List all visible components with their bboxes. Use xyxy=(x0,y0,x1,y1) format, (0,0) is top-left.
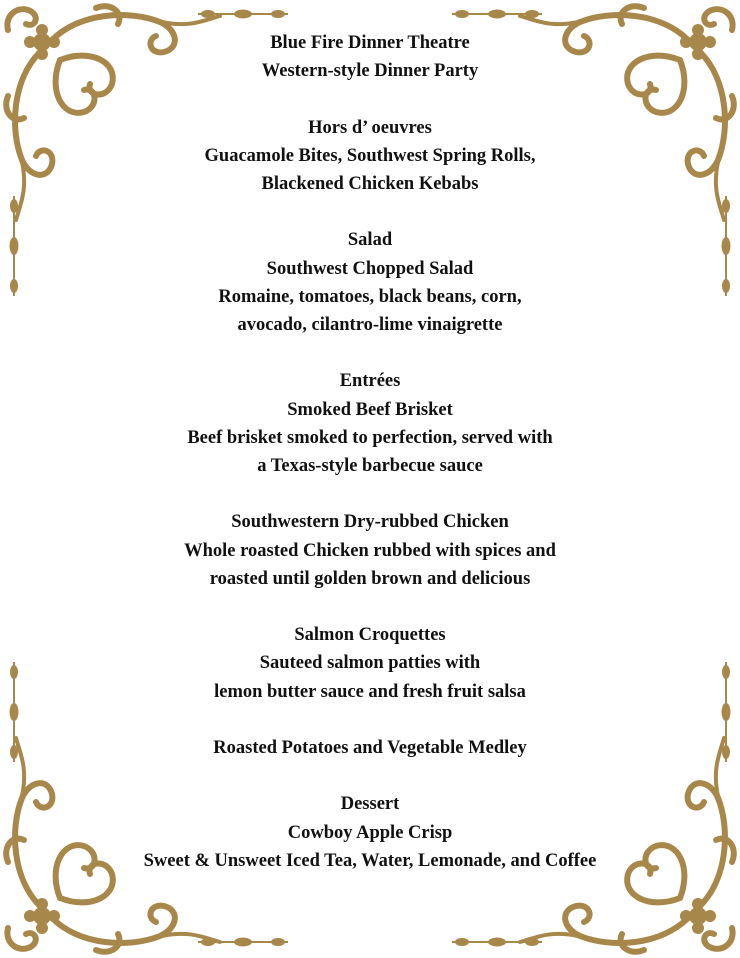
beaded-rod-icon xyxy=(452,9,542,19)
menu-text xyxy=(0,29,740,875)
beverages-line: Sweet & Unsweet Iced Tea, Water, Lemonade, and Coffee xyxy=(143,850,597,871)
menu-item-name: Southwest Chopped Salad xyxy=(266,258,474,279)
spacer xyxy=(0,706,740,734)
menu-item-description: roasted until golden brown and delicious xyxy=(209,568,531,589)
menu-item-name: Salmon Croquettes xyxy=(294,625,446,646)
beaded-rod-icon xyxy=(198,937,288,947)
menu-item-line: Blackened Chicken Kebabs xyxy=(261,174,479,194)
section-heading-salad: Salad xyxy=(347,230,393,251)
venue-title: Blue Fire Dinner Theatre xyxy=(270,33,470,53)
spacer xyxy=(0,339,740,367)
beaded-rod-icon xyxy=(198,9,288,19)
menu-item-name: Cowboy Apple Crisp xyxy=(287,822,453,843)
menu-item-description: a Texas-style barbecue sauce xyxy=(257,456,483,476)
menu-item-line: Guacamole Bites, Southwest Spring Rolls, xyxy=(204,145,536,166)
spacer xyxy=(0,762,740,790)
menu-item-description: Romaine, tomatoes, black beans, corn, xyxy=(218,286,522,307)
menu-item-name: Smoked Beef Brisket xyxy=(287,399,453,420)
spacer xyxy=(0,198,740,226)
event-subtitle: Western-style Dinner Party xyxy=(261,61,479,82)
spacer xyxy=(0,85,740,113)
section-heading-entrees: Entrées xyxy=(339,371,401,392)
menu-item-description: lemon butter sauce and fresh fruit salsa xyxy=(214,681,526,702)
menu-item-description: avocado, cilantro-lime vinaigrette xyxy=(237,315,503,335)
menu-item-name: Roasted Potatoes and Vegetable Medley xyxy=(213,737,527,758)
menu-item-description: Whole roasted Chicken rubbed with spices and xyxy=(184,540,556,561)
menu-item-name: Southwestern Dry-rubbed Chicken xyxy=(231,512,509,533)
spacer xyxy=(0,593,740,621)
spacer xyxy=(0,480,740,508)
beaded-rod-icon xyxy=(452,937,542,947)
section-heading-hors-doeuvres: Hors d’ oeuvres xyxy=(308,117,432,138)
menu-item-description: Beef brisket smoked to perfection, served with xyxy=(187,427,553,448)
menu-item-description: Sauteed salmon patties with xyxy=(259,653,481,674)
section-heading-dessert: Dessert xyxy=(340,794,400,815)
